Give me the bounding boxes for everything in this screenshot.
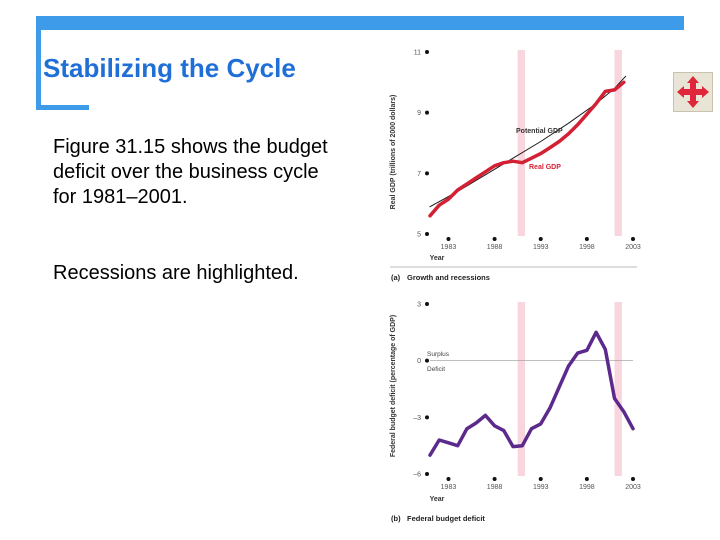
series-1-point-14 [558, 141, 560, 143]
x-tick-dot-1 [493, 237, 497, 241]
x-tick-dot-0 [446, 237, 450, 241]
series-1-point-1 [438, 204, 440, 206]
x-tick-dot-1 [493, 477, 497, 481]
surplus-zone-label: Surplus [427, 351, 450, 358]
chart-a-xlabel: Year [429, 255, 445, 262]
recession-band-1 [615, 302, 622, 476]
y-tick-label-3: 11 [413, 49, 421, 57]
series-1-point-21 [623, 82, 625, 84]
y-tick-dot-3 [425, 472, 429, 476]
y-tick-label-1: 0 [417, 358, 421, 366]
series-0-point-15 [568, 366, 570, 368]
series-0-point-11 [531, 428, 533, 430]
budget-deficit-chart [385, 292, 645, 528]
chart-b-caption-letter: (b) [391, 514, 401, 523]
series-0-point-10 [521, 445, 523, 447]
y-tick-label-0: 3 [417, 301, 421, 309]
x-tick-dot-4 [631, 477, 635, 481]
series-0-point-3 [457, 445, 459, 447]
slide-title: Stabilizing the Cycle [43, 53, 296, 83]
series-0-point-1 [438, 439, 440, 441]
series-0-point-4 [466, 428, 468, 430]
series-0-point-4 [540, 141, 542, 143]
series-0-point-21 [623, 411, 625, 413]
x-tick-dot-0 [446, 477, 450, 481]
series-1-point-13 [549, 147, 551, 149]
x-tick-label-0: 1983 [440, 244, 457, 251]
y-tick-label-2: –3 [413, 414, 421, 422]
accent-frame-foot [36, 105, 89, 110]
x-tick-dot-3 [585, 477, 589, 481]
x-tick-label-1: 1988 [486, 484, 503, 491]
series-1-point-3 [457, 189, 459, 191]
y-tick-dot-3 [425, 50, 429, 54]
x-tick-label-3: 1998 [579, 484, 595, 491]
series-0-point-5 [568, 122, 570, 124]
real-gdp-chart [385, 42, 645, 284]
series-1-point-18 [595, 103, 597, 105]
chart-b-xlabel: Year [429, 496, 445, 503]
chart-a-ylabel: Real GDP (trillions of 2000 dollars) [390, 94, 397, 210]
accent-frame-left [36, 16, 41, 110]
potential-gdp-label: Potential GDP [516, 128, 563, 135]
series-1-point-11 [531, 157, 533, 159]
series-0-point-14 [558, 386, 560, 388]
series-1-point-7 [494, 165, 496, 167]
x-tick-label-0: 1983 [440, 484, 457, 491]
series-0-point-3 [512, 157, 514, 159]
series-1-point-15 [568, 133, 570, 135]
y-tick-label-3: –6 [413, 471, 421, 479]
series-0-point-12 [540, 423, 542, 425]
body-paragraph-recessions: Recessions are highlighted. [53, 262, 299, 284]
recession-band-1 [615, 50, 622, 236]
series-0-point-22 [632, 428, 634, 430]
y-tick-dot-2 [425, 111, 429, 115]
series-1-point-0 [429, 215, 431, 217]
x-tick-label-4: 2003 [625, 484, 641, 491]
x-tick-dot-3 [585, 237, 589, 241]
x-tick-dot-4 [631, 237, 635, 241]
series-1-point-20 [614, 89, 616, 91]
real-gdp-label: Real GDP [529, 164, 561, 171]
chart-a-caption-letter: (a) [391, 273, 401, 282]
series-1-point-9 [512, 160, 514, 162]
body-paragraph-figure: Figure 31.15 shows the budget deficit over the business cycle for 1981–2001. [53, 136, 328, 208]
series-0-point-20 [614, 398, 616, 400]
series-0-point-7 [614, 88, 616, 90]
series-0-point-7 [494, 425, 496, 427]
series-0-point-8 [625, 75, 627, 77]
y-tick-dot-0 [425, 302, 429, 306]
series-1-point-2 [448, 198, 450, 200]
x-tick-label-2: 1993 [532, 244, 549, 251]
chart-a-caption: Growth and recessions [407, 273, 490, 282]
series-0-point-19 [605, 349, 607, 351]
series-1-point-8 [503, 162, 505, 164]
series-0-point-17 [586, 349, 588, 351]
series-0-point-0 [429, 454, 431, 456]
series-0-point-9 [512, 446, 514, 448]
series-1-point-4 [466, 183, 468, 185]
series-0-point-0 [429, 206, 431, 208]
recession-band-0 [518, 302, 525, 476]
y-tick-label-2: 9 [417, 110, 421, 118]
x-tick-dot-2 [539, 237, 543, 241]
y-tick-dot-2 [425, 415, 429, 419]
series-1-point-17 [586, 113, 588, 115]
series-0-point-1 [457, 191, 459, 193]
y-tick-label-0: 5 [417, 231, 421, 239]
series-1-point-16 [577, 124, 579, 126]
series-1-point-10 [521, 162, 523, 164]
y-tick-dot-0 [425, 232, 429, 236]
series-0-point-16 [577, 352, 579, 354]
deficit-zone-label: Deficit [427, 366, 446, 373]
chart-b-caption: Federal budget deficit [407, 514, 485, 523]
x-tick-label-2: 1993 [532, 484, 549, 491]
x-tick-label-3: 1998 [579, 244, 595, 251]
x-tick-label-4: 2003 [625, 244, 641, 251]
series-0-point-8 [503, 430, 505, 432]
x-tick-label-1: 1988 [486, 244, 503, 251]
series-0-point-13 [549, 407, 551, 409]
series-1-point-5 [475, 177, 477, 179]
move-navigation-button[interactable] [673, 72, 713, 112]
series-1-point-19 [605, 91, 607, 93]
y-tick-label-1: 7 [417, 170, 421, 178]
y-tick-dot-1 [425, 171, 429, 175]
x-tick-dot-2 [539, 477, 543, 481]
series-1-point-12 [540, 153, 542, 155]
series-1-point-6 [485, 171, 487, 173]
series-0-point-18 [595, 332, 597, 334]
recession-band-0 [518, 50, 525, 236]
series-0-point-2 [485, 174, 487, 176]
series-0-point-6 [485, 415, 487, 417]
y-tick-dot-1 [425, 359, 429, 363]
series-line-1 [430, 82, 624, 216]
series-0-point-5 [475, 422, 477, 424]
move-arrows-icon [674, 73, 712, 111]
chart-b-ylabel: Federal budget deficit (percentage of GDP) [390, 314, 397, 458]
series-0-point-2 [448, 442, 450, 444]
series-line-0 [430, 332, 633, 455]
accent-frame-top [36, 16, 684, 30]
